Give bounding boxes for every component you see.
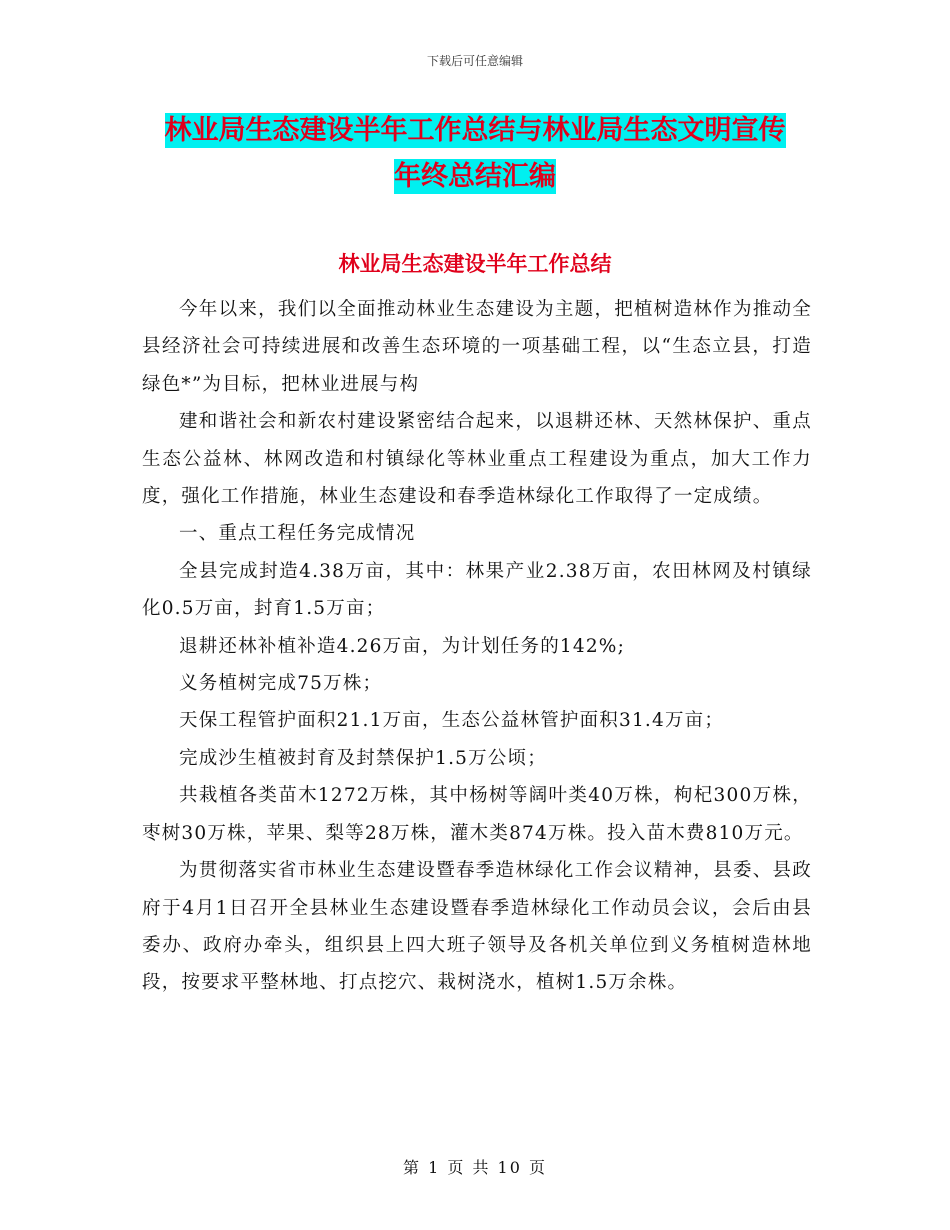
paragraph: 今年以来，我们以全面推动林业生态建设为主题，把植树造林作为推动全县经济社会可持续进展和改善生态环境的一项基础工程，以“生态立县，打造绿色*”为目标，把林业进展与构 [142,299,812,395]
section-title: 林业局生态建设半年工作总结 [338,252,612,276]
document-title [120,108,830,200]
page-footer: 第 1 页 共 10 页 [403,1158,547,1177]
paragraph: 为贯彻落实省市林业生态建设暨春季造林绿化工作会议精神，县委、县政府于4月1日召开全县林业生态建设暨春季造林绿化工作动员会议，会后由县委办、政府办牵头，组织县上四大班子领导及各机关单位到义务植树造林地段，按要求平整林地、打点挖穴、栽树浇水，植树1.5万余株。 [142,860,812,994]
paragraph: 义务植树完成75万株； [179,673,383,695]
body-text [142,291,812,1002]
header-note: 下载后可任意编辑 [426,54,523,68]
paragraph: 建和谐社会和新农村建设紧密结合起来，以退耕还林、天然林保护、重点生态公益林、林网改造和村镇绿化等林业重点工程建设为重点，加大工作力度，强化工作措施，林业生态建设和春季造林绿化工作取得了一定成绩。 [142,411,812,508]
document-title-line-2: 年终总结汇编 [394,161,556,192]
document-title-line-1: 林业局生态建设半年工作总结与林业局生态文明宣传 [164,115,786,146]
paragraph: 一、重点工程任务完成情况 [179,523,416,545]
paragraph: 天保工程管护面积21.1万亩，生态公益林管护面积31.4万亩； [179,710,725,732]
paragraph: 共栽植各类苗木1272万株，其中杨树等阔叶类40万株，枸杞300万株，枣树30万株，苹果、梨等28万株，灌木类874万株。投入苗木费810万元。 [142,785,812,844]
paragraph: 退耕还林补植补造4.26万亩，为计划任务的142%; [179,635,626,657]
paragraph: 全县完成封造4.38万亩，其中：林果产业2.38万亩，农田林网及村镇绿化0.5万亩，封育1.5万亩； [142,560,812,620]
paragraph: 完成沙生植被封育及封禁保护1.5万公顷； [179,747,547,769]
